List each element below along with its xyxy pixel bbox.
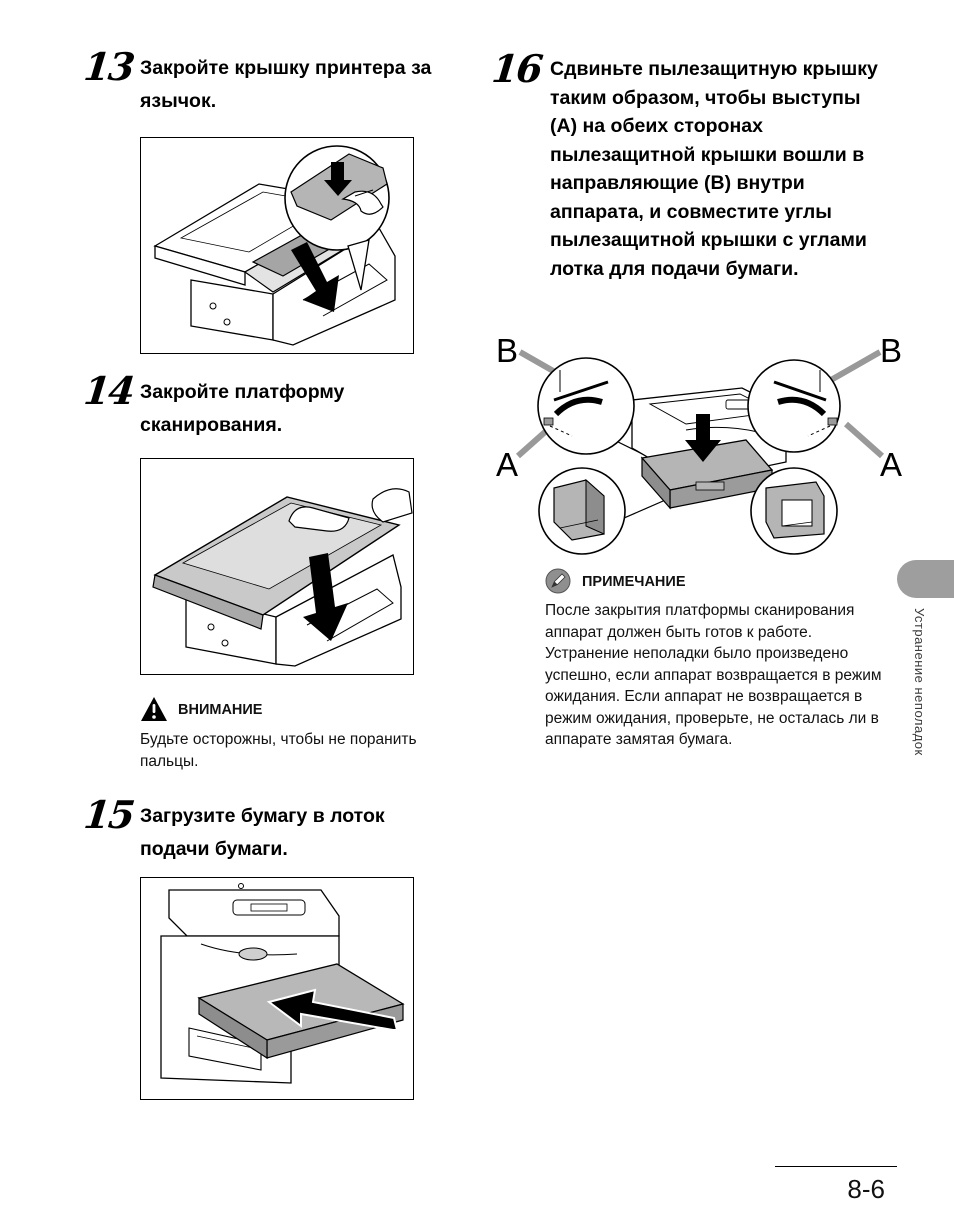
- figure-close-scan-platform: [140, 458, 414, 675]
- figure-dust-cover-align: [490, 330, 910, 560]
- note-text: После закрытия платформы сканирования аппарат должен быть готов к работе. Устранение неполадки было произведено успешно, если аппарат возвращается в режим ожидания. Если аппарат не возвращается в режим ожидания, проверьте, не осталась ли в аппарате замятая бумага.: [545, 602, 882, 748]
- warning-text: Будьте осторожны, чтобы не поранить пальцы.: [140, 731, 417, 770]
- warning-triangle-icon: [140, 696, 168, 722]
- step-13-heading: Закройте крышку принтера за язычок.: [140, 57, 432, 112]
- footer-rule: [775, 1166, 897, 1167]
- figure-label-b-right: B: [880, 332, 903, 369]
- page-number: 8-6: [847, 1174, 885, 1204]
- step-15-heading: Загрузите бумагу в лоток подачи бумаги.: [140, 805, 385, 860]
- figure-label-a-left: A: [496, 446, 519, 483]
- note-pencil-icon: [545, 568, 571, 594]
- chapter-tab: [897, 560, 954, 598]
- step-16-number: 16: [489, 46, 544, 91]
- printer-cover-illustration: [141, 138, 413, 353]
- figure-label-a-right: A: [880, 446, 903, 483]
- scan-platform-illustration: [141, 459, 413, 674]
- warning-title: ВНИМАНИЕ: [178, 702, 263, 718]
- chapter-tab-label: Устранение неполадок: [912, 608, 927, 756]
- step-13-number: 13: [81, 44, 136, 89]
- step-14-number: 14: [81, 368, 136, 413]
- note-title: ПРИМЕЧАНИЕ: [582, 574, 686, 590]
- step-16-heading: Сдвиньте пылезащитную крышку таким образом, чтобы выступы (A) на обеих сторонах пылезащитной крышки вошли в направляющие (B) внутри аппарата, и совместите углы пылезащитной крышки с углами лотка для подачи бумаги.: [550, 58, 878, 280]
- figure-label-b-left: B: [496, 332, 519, 369]
- step-15-number: 15: [81, 792, 136, 837]
- step-14-heading: Закройте платформу сканирования.: [140, 381, 345, 436]
- figure-load-paper: [140, 877, 414, 1100]
- figure-close-printer-cover: [140, 137, 414, 354]
- dust-cover-illustration: [490, 330, 910, 560]
- load-paper-illustration: [141, 878, 413, 1099]
